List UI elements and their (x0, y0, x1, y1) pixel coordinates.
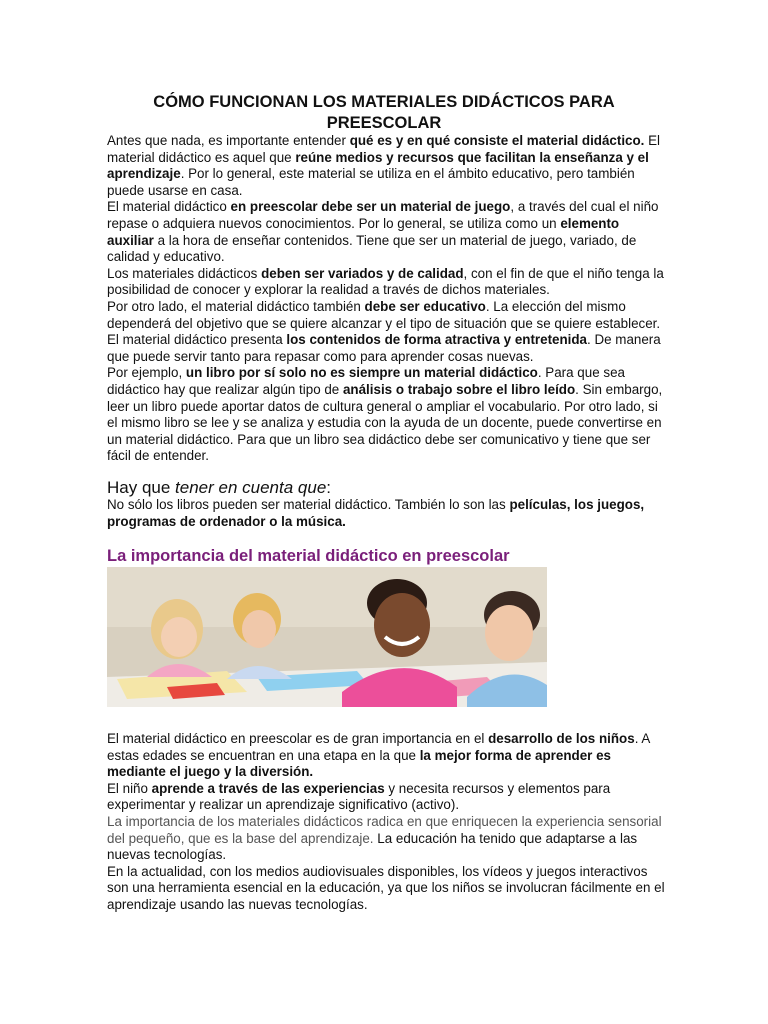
bold-text: elemento auxiliar (107, 215, 620, 248)
section-subheading: La importancia del material didáctico en preescolar (107, 547, 510, 565)
bold-text: reúne medios y recursos que facilitan la enseñanza y el aprendizaje (107, 149, 649, 182)
bold-text: aprende a través de las experiencias (151, 780, 385, 796)
bold-text: qué es y en qué consiste el material didáctico. (349, 133, 645, 148)
paragraph (107, 332, 667, 365)
text-run: No sólo los libros pueden ser material didáctico. También lo son las (107, 497, 510, 512)
hay-que-heading (107, 478, 331, 498)
bold-text: análisis o trabajo sobre el libro leído (342, 381, 576, 397)
text-run: La importancia de los materiales didácticos radica en que enriquecen la experiencia sensorial del pequeño, que es la base del aprendizaje. (107, 813, 662, 846)
bold-text: un libro por sí solo no es siempre un material didáctico (185, 365, 538, 381)
bold-text: películas, los juegos, programas de ordenador o la música. (107, 497, 645, 529)
text-run: En la actualidad, con los medios audiovisuales disponibles, los vídeos y juegos interactivos son una herramienta esencial en la educación, ya que los niños se involucran fácilmente en el aprendizaje usando las nuevas tecnologías. (107, 863, 665, 912)
paragraph (107, 814, 667, 864)
text-run: . De manera que puede servir tanto para repasar como para aprender cosas nuevas. (107, 332, 661, 364)
paragraph (107, 299, 667, 332)
hay-que-italic: tener en cuenta que (175, 478, 327, 497)
note-section (107, 497, 667, 530)
text-run: . A estas edades se encuentran en una etapa en la que (107, 731, 650, 763)
bold-text: en preescolar debe ser un material de juego (230, 199, 511, 215)
text-run: y necesita recursos y elementos para experimentar y realizar un aprendizaje significativo (activo). (107, 780, 611, 813)
intro-section (107, 133, 667, 465)
text-run: El material didáctico en preescolar es de gran importancia en el (107, 731, 489, 746)
text-run: . Para que sea didáctico hay que realizar algún tipo de (107, 365, 625, 397)
text-run: El niño (107, 780, 152, 796)
text-run: . Por lo general, este material se utiliza en el ámbito educativo, pero también puede usarse en casa. (107, 166, 635, 198)
text-run: Por otro lado, el material didáctico también (107, 298, 365, 314)
paragraph (107, 133, 667, 199)
paragraph (107, 365, 667, 465)
hay-que-prefix: Hay que (107, 478, 176, 497)
bold-text: los contenidos de forma atractiva y entretenida (286, 332, 588, 348)
bold-text: la mejor forma de aprender es mediante el juego y la diversión. (107, 747, 611, 780)
text-run: a la hora de enseñar contenidos. Tiene que ser un material de juego, variado, de calidad y educativo. (107, 232, 637, 265)
text-run: El material didáctico es aquel que (107, 133, 661, 165)
text-run: , con el fin de que el niño tenga la posibilidad de conocer y explorar la realidad a través de dichos materiales. (107, 265, 664, 298)
paragraph (107, 199, 667, 265)
document-title: CÓMO FUNCIONAN LOS MATERIALES DIDÁCTICOS PARA PREESCOLAR (153, 93, 615, 132)
paragraph (107, 266, 667, 299)
text-run: Los materiales didácticos (107, 265, 262, 281)
paragraph (107, 864, 667, 914)
text-run: , a través del cual el niño repase o adquiera nuevos conocimientos. Por lo general, se utiliza como un (107, 199, 659, 231)
text-run: El material didáctico (107, 199, 231, 215)
text-run: El material didáctico presenta (107, 332, 287, 348)
bold-text: debe ser educativo (364, 298, 486, 314)
bold-text: deben ser variados y de calidad (261, 265, 464, 281)
text-run: . La elección del mismo dependerá del objetivo que se quiere alcanzar y el tipo de situación que se quiere establecer. (107, 298, 661, 331)
paragraph (107, 497, 667, 530)
text-run: . Sin embargo, leer un libro puede aportar datos de cultura general o ampliar el vocabulario. Por otro lado, si el mismo libro se lee y se analiza y estudia con la ayuda de un docente, puede convertirse en un material didáctico. Para que un libro sea didáctico debe ser comunicativo y tiene que ser fácil de entender. (107, 381, 663, 464)
importance-section (107, 731, 667, 914)
paragraph (107, 781, 667, 814)
paragraph (107, 731, 667, 781)
bold-text: desarrollo de los niños (488, 731, 635, 746)
text-run: Por ejemplo, (107, 365, 186, 381)
text-run: Antes que nada, es importante entender (107, 133, 350, 148)
text-run: La educación ha tenido que adaptarse a las nuevas tecnologías. (107, 830, 638, 863)
children-photo-illustration (107, 567, 547, 707)
children-classroom-photo (107, 567, 547, 707)
hay-que-suffix: : (326, 478, 332, 497)
